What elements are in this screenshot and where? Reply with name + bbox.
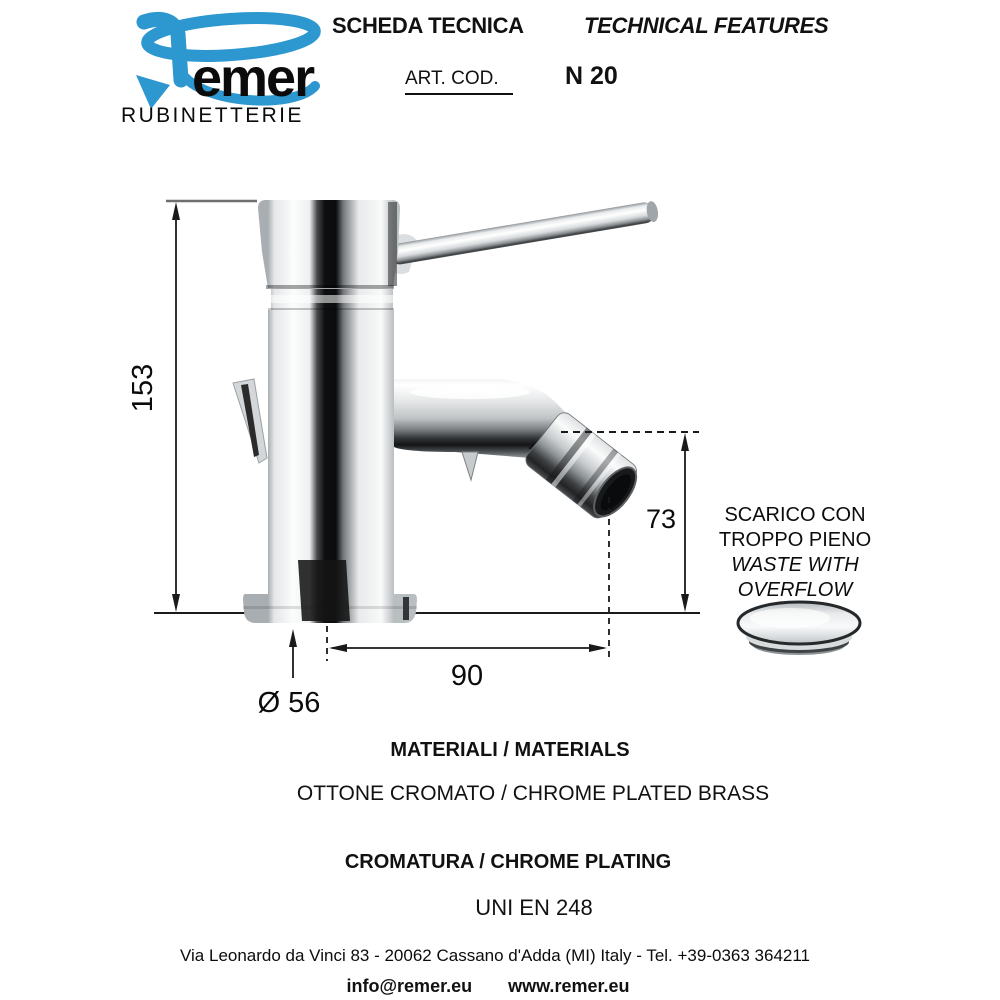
body-column — [268, 310, 394, 596]
cartridge-cap — [258, 200, 400, 288]
cap-seam — [266, 285, 394, 289]
waste-note — [690, 503, 900, 603]
faucet-illustration — [233, 200, 660, 623]
article-code-label: ART. COD. — [405, 68, 513, 95]
handle-lever — [388, 200, 659, 266]
dimension-90-label: 90 — [450, 660, 484, 692]
footer-email: info@remer.eu — [346, 976, 473, 996]
dimension-153 — [127, 201, 257, 612]
waste-note-line1: SCARICO CON — [724, 504, 866, 526]
arrow-up-icon — [172, 202, 180, 220]
arrow-down-icon — [681, 594, 689, 612]
plating-heading: CROMATURA / CHROME PLATING — [344, 851, 672, 873]
flange-edge-mark — [403, 597, 409, 620]
neck-highlight — [271, 295, 393, 303]
flange-reflection — [298, 560, 350, 621]
footer-website: www.remer.eu — [508, 976, 630, 996]
waste-note-line2: TROPPO PIENO — [718, 529, 872, 551]
arrow-up-icon — [681, 433, 689, 451]
dimension-diameter-label: Ø 56 — [257, 687, 321, 719]
footer-address: Via Leonardo da Vinci 83 - 20062 Cassano d'Adda (MI) Italy - Tel. +39-0363 364211 — [180, 946, 810, 965]
arrow-left-icon — [329, 644, 347, 652]
cap-edge-shade — [388, 202, 397, 286]
dimension-153-label: 153 — [127, 363, 159, 413]
sheet-title-italian: SCHEDA TECNICA — [332, 13, 524, 38]
materials-heading: MATERIALI / MATERIALS — [390, 739, 630, 761]
dimension-diameter-56 — [258, 629, 321, 719]
arrow-down-icon — [172, 594, 180, 612]
materials-value: OTTONE CROMATO / CHROME PLATED BRASS — [296, 782, 770, 805]
arrow-right-icon — [589, 644, 607, 652]
spout-highlight — [410, 385, 530, 399]
arrow-up-icon — [289, 629, 297, 647]
waste-note-line4: OVERFLOW — [737, 579, 853, 601]
article-code-value: N 20 — [565, 62, 618, 90]
dimension-73-label: 73 — [645, 504, 676, 534]
waste-note-line3: WASTE WITH — [731, 554, 859, 576]
drain-cap-illustration — [738, 602, 860, 655]
footer-links — [347, 976, 630, 997]
sheet-title-english: TECHNICAL FEATURES — [584, 13, 829, 38]
logo-wordmark: emer — [192, 48, 314, 108]
plating-value: UNI EN 248 — [475, 895, 593, 920]
spout-underside-fin — [462, 452, 478, 480]
logo-subtitle: RUBINETTERIE — [121, 104, 304, 127]
